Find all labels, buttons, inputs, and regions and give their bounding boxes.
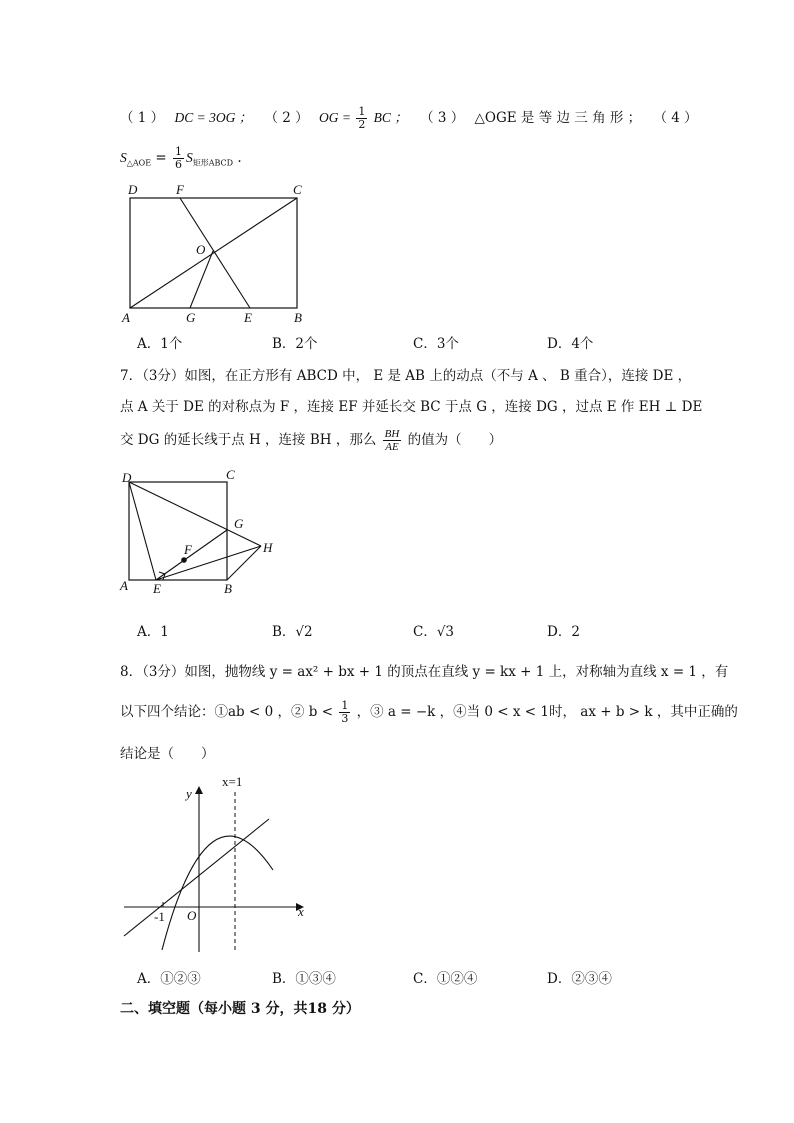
segment-fe — [180, 198, 250, 308]
segment-de — [129, 482, 156, 580]
q6-area-statement — [120, 146, 242, 171]
q8-option-a[interactable]: A．①②③ — [137, 971, 201, 987]
label-E: E — [244, 310, 252, 325]
q6-s-end: . — [233, 150, 242, 166]
y-axis-arrow — [195, 786, 203, 794]
q6-option-c[interactable]: C．3个 — [413, 336, 459, 352]
q8-line-2-a: 以下四个结论：①ab < 0 ，② b < — [120, 704, 334, 720]
q7-ratio-num: BH — [384, 428, 400, 440]
q6-s-rhs-sub: 矩形ABCD — [192, 158, 234, 168]
label-origin: O — [187, 908, 197, 923]
q7-line-3-a: 交 DG 的延长线于点 H ，连接 BH ，那么 — [120, 432, 377, 448]
parabola — [162, 836, 273, 950]
segment-dh — [129, 482, 261, 546]
label-F: F — [176, 182, 184, 197]
q6-s-eq: = — [151, 150, 171, 166]
q6-sixth-den: 6 — [174, 158, 182, 171]
label-x-equals-1: x=1 — [222, 774, 243, 789]
q8-line-2-b: ，③ a = −k ，④当 0 < x < 1时， ax + b > k ，其中正确的 — [356, 704, 738, 720]
q6-s-rhs: S — [185, 150, 193, 165]
q8-graph-figure — [118, 772, 318, 962]
segment-og — [190, 251, 213, 308]
label-E: E — [153, 581, 161, 596]
segment-eh — [156, 546, 261, 580]
q8-line-1: 8．（3分）如图，抛物线 y = ax² + bx + 1 的顶点在直线 y = kx + 1 上，对称轴为直线 x = 1 ，有 — [120, 664, 729, 680]
label-y: y — [186, 786, 192, 801]
label-O: O — [196, 242, 206, 257]
q7-square-figure — [118, 468, 288, 598]
q6-rectangle-figure — [118, 182, 338, 325]
q7-option-a[interactable]: A．1 — [137, 624, 169, 640]
q6-half-num: 1 — [358, 105, 366, 118]
q7-ratio-fraction — [383, 428, 402, 453]
label-D: D — [128, 182, 138, 197]
q6-half-fraction — [356, 106, 367, 131]
label-G: G — [234, 516, 244, 531]
q6-s-sub: △AOE — [126, 158, 152, 168]
label-D: D — [122, 470, 132, 485]
q6-statements-line — [120, 106, 698, 131]
q8-third-den: 3 — [341, 712, 349, 725]
q6-option-a[interactable]: A．1个 — [137, 336, 183, 352]
q8-option-d[interactable]: D．②③④ — [547, 971, 612, 987]
label-B: B — [294, 310, 302, 325]
label-A: A — [122, 310, 130, 325]
label-C: C — [293, 182, 302, 197]
q7-line-1: 7．（3分）如图，在正方形有 ABCD 中， E 是 AB 上的动点（不与 A 、 B 重合），连接 DE ， — [120, 368, 692, 384]
q6-option-d[interactable]: D．4个 — [547, 336, 594, 352]
q6-option-b[interactable]: B．2个 — [272, 336, 318, 352]
section-heading: 二、填空题（每小题 3 分，共18 分） — [120, 1001, 360, 1017]
label-G: G — [186, 310, 196, 325]
q8-third-fraction — [339, 700, 350, 725]
q6-sixth-fraction — [173, 146, 184, 171]
label-F: F — [184, 542, 192, 557]
label-x: x — [298, 904, 304, 919]
q6-s3-text: △OGE 是 等 边 三 角 形 ； — [474, 110, 642, 126]
label-A: A — [120, 578, 128, 593]
q8-line-3: 结论是（ ） — [120, 746, 215, 762]
point-f — [181, 557, 187, 563]
q6-s2-tail: BC ； — [373, 110, 408, 125]
q7-line-3-b: 的值为（ ） — [407, 432, 503, 448]
q7-line-2: 点 A 关于 DE 的对称点为 F ，连接 EF 并延长交 BC 于点 G ，连接 DG ，过点 E 作 EH ⊥ DE — [120, 399, 703, 415]
q8-option-c[interactable]: C．①②④ — [413, 971, 478, 987]
label-H: H — [263, 540, 273, 555]
q7-option-c[interactable]: C．√3 — [413, 624, 455, 640]
q6-s-symbol: S — [120, 150, 127, 165]
q7-ratio-den: AE — [385, 441, 399, 453]
diagonal-ac — [130, 198, 297, 308]
q7-line-3 — [120, 428, 502, 453]
q6-s1-text: DC = 3OG ； — [174, 110, 253, 125]
q6-s1-marker: （ 1 ） — [120, 110, 165, 126]
q8-third-num: 1 — [341, 699, 349, 712]
q6-half-den: 2 — [358, 118, 366, 131]
q8-option-b[interactable]: B．①③④ — [272, 971, 336, 987]
line-y-kx-plus-1 — [124, 819, 269, 936]
q6-sixth-num: 1 — [174, 145, 182, 158]
q8-line-2 — [120, 700, 738, 725]
label-C: C — [226, 467, 235, 482]
q7-option-b[interactable]: B．√2 — [272, 624, 313, 640]
q6-s4-marker: （ 4 ） — [653, 110, 698, 126]
q6-s3-marker: （ 3 ） — [420, 110, 465, 126]
q6-s2-marker: （ 2 ） — [264, 110, 309, 126]
label-neg1: -1 — [154, 909, 165, 924]
square-abcd — [129, 482, 227, 580]
label-B: B — [224, 581, 232, 596]
q6-s2-text: OG = — [318, 110, 355, 125]
q7-option-d[interactable]: D．2 — [547, 624, 580, 640]
